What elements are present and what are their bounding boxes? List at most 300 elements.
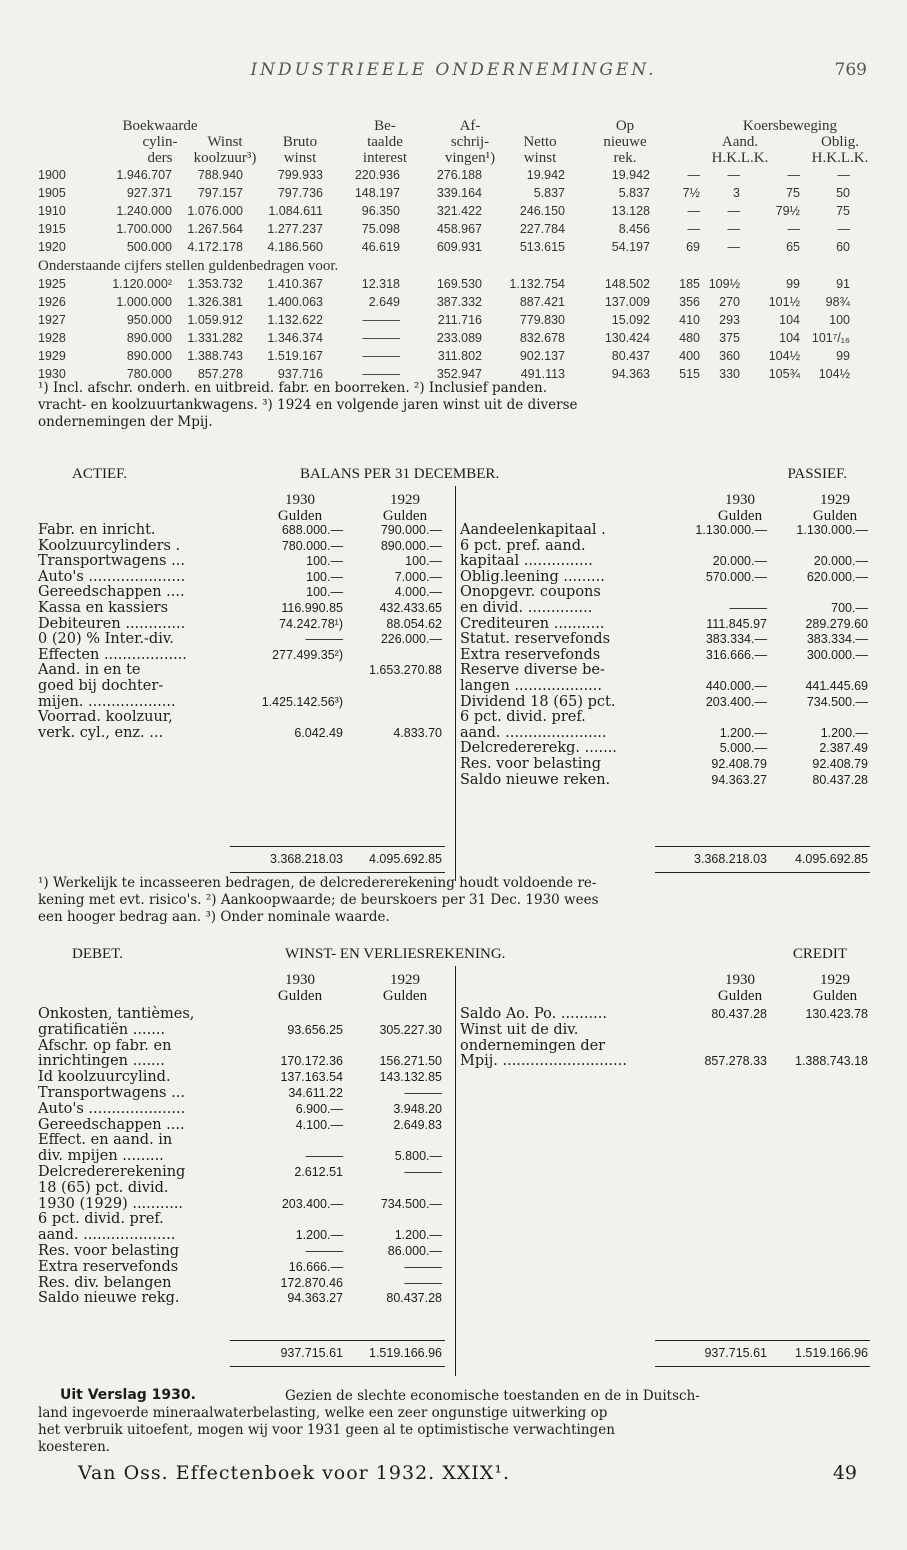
history-cell: 1.326.381 [187,295,243,309]
history-cell: 513.615 [519,240,565,254]
verslag-line: land ingevoerde mineraalwaterbelasting, welke een zeer ongunstige uitwerking op [38,1405,608,1421]
footnote-line: een hooger bedrag aan. ³) Onder nominale waarde. [38,909,390,925]
right-row-value-1929: 92.408.79 [812,757,868,771]
right-row-label: 6 pct. pref. aand. [460,537,586,554]
left-total-1930: 937.715.61 [280,1346,343,1360]
gulden-header: Gulden [717,508,763,524]
left-row-value-1930: 780.000.— [281,538,343,553]
left-row-label: verk. cyl., enz. ... [38,724,164,741]
right-row-value-1930: 857.278.33 [704,1054,767,1069]
history-cell: 101⁷/₁₆ [811,331,850,345]
right-row-value-1929: 20.000.— [813,554,868,569]
right-row-value-1929: 300.000.— [806,647,868,662]
history-col-header: interest [362,150,408,166]
left-row-value-1929: ——— [404,1086,442,1100]
year-header: 1929 [390,972,420,988]
left-row-label: Saldo nieuwe rekg. [38,1290,180,1307]
left-row-value-1930: 203.400.— [281,1196,343,1211]
history-cell: 79½ [775,204,800,218]
history-cell: ——— [362,367,400,381]
history-cell: 246.150 [519,204,565,218]
history-cell: 339.164 [436,186,482,200]
left-row-label: Res. voor belasting [38,1243,180,1259]
hkl-header-aand: H.K.L.K. [711,150,769,166]
left-row-value-1930: 6.900.— [295,1101,343,1116]
right-row-value-1930: 5.000.— [719,741,767,756]
left-total-rule [230,1340,445,1341]
left-row-label: 0 (20) % Inter.-div. [38,631,174,648]
right-row-label: en divid. .............. [460,600,593,616]
history-cell: 293 [719,313,740,327]
left-row-value-1929: 88.054.62 [386,616,442,631]
right-title: CREDIT [792,946,847,962]
history-cell: 100 [829,313,850,327]
history-cell: 609.931 [436,240,482,254]
right-row-value-1929: 734.500.— [806,694,868,709]
history-cell: 1.120.000² [112,277,172,291]
history-cell: 1.700.000 [116,222,172,236]
footer-page-number: 49 [832,1462,857,1484]
history-cell: ——— [362,331,400,345]
history-cell: 1.346.374 [267,331,323,345]
history-cell: 330 [719,367,740,381]
left-row-value-1929: 86.000.— [387,1244,442,1258]
history-cell: 4.172.178 [187,240,243,254]
left-total-rule [230,846,445,847]
left-row-value-1929: 4.833.70 [393,725,442,740]
history-cell: 227.784 [519,222,565,236]
history-cell: 75 [836,204,850,218]
gulden-header: Gulden [812,988,858,1004]
history-cell: 950.000 [126,313,172,327]
history-year: 1929 [38,349,66,363]
column-divider [455,966,456,1376]
right-row-value-1930: 316.666.— [705,647,767,662]
history-cell: 3 [733,186,740,200]
left-row-label: goed bij dochter- [38,678,164,694]
history-cell: — [787,168,800,182]
left-row-label: Extra reservefonds [38,1258,179,1275]
left-row-label: Gereedschappen .... [38,584,185,601]
history-year: 1930 [38,367,66,381]
right-row-value-1929: 130.423.78 [805,1007,868,1021]
year-header: 1929 [820,972,850,988]
history-col-header: taalde [367,134,403,150]
right-row-value-1929: 1.200.— [820,725,868,740]
history-cell: 1.084.611 [268,204,323,218]
statement-title: WINST- EN VERLIESREKENING. [285,946,506,962]
history-cell: 7½ [682,186,700,200]
history-col-header: Boekwaarde [122,118,198,134]
history-cell: 1.000.000 [116,295,172,309]
history-cell: 1.410.367 [267,277,323,291]
right-row-label: Mpij. ........................... [460,1053,627,1070]
history-cell: 458.967 [436,222,482,236]
history-cell: 1.353.732 [187,277,243,291]
right-total-1930: 3.368.218.03 [694,852,767,866]
right-row-value-1929: 289.279.60 [805,616,868,631]
history-cell: 1.519.167 [267,349,323,363]
koersbeweging-header: Koersbeweging [742,118,838,134]
history-cell: 104 [779,313,800,327]
history-cell: — [727,240,740,254]
history-cell: 46.619 [361,240,400,254]
right-row-value-1930: ——— [729,601,767,615]
left-row-value-1929: 156.271.50 [379,1054,442,1069]
left-total-underline [230,872,445,873]
left-row-label: Fabr. en inricht. [38,522,156,538]
history-cell: — [687,168,700,182]
history-col-header: cylin- [142,134,178,150]
left-row-value-1930: 94.363.27 [287,1291,343,1306]
history-cell: 105¾ [768,367,800,381]
history-cell: 91 [836,277,850,291]
footnote-line: vracht- en koolzuurtankwagens. ³) 1924 en volgende jaren winst uit de diverse [38,397,578,413]
history-cell: 311.802 [437,349,482,363]
right-row-label: Dividend 18 (65) pct. [460,693,616,710]
left-row-value-1930: 1.200.— [295,1228,343,1243]
left-row-label: inrichtingen ....... [38,1053,165,1070]
left-row-label: 6 pct. divid. pref. [38,1211,164,1228]
right-row-value-1929: 1.388.743.18 [795,1054,868,1069]
oblig-header: Oblig. [821,134,859,150]
history-cell: 54.197 [611,240,650,254]
right-total-underline [655,1366,870,1367]
history-cell: 169.530 [436,277,482,291]
history-cell: 80.437 [611,349,650,363]
history-cell: — [837,168,850,182]
left-total-1929: 4.095.692.85 [369,852,442,866]
left-row-value-1929: 7.000.— [394,569,442,584]
right-row-label: Reserve diverse be- [460,662,605,679]
history-cell: — [687,222,700,236]
verslag-line: koesteren. [38,1439,111,1455]
history-cell: 1.059.912 [187,313,243,327]
right-row-label: Crediteuren ........... [460,615,605,632]
page-number: 769 [834,60,867,80]
left-row-value-1929: 790.000.— [380,523,442,537]
left-row-value-1929: ——— [404,1259,442,1274]
left-row-value-1930: 16.666.— [288,1259,343,1274]
history-cell: — [787,222,800,236]
right-row-value-1929: 441.445.69 [805,679,868,693]
right-row-label: kapitaal ............... [460,553,593,570]
aand-header: Aand. [721,134,759,150]
left-row-label: Onkosten, tantièmes, [38,1006,195,1022]
left-row-label: div. mpijen ......... [38,1148,164,1165]
history-cell: 104½ [768,349,800,363]
history-cell: 887.421 [519,295,565,309]
left-row-label: 18 (65) pct. divid. [38,1179,169,1196]
history-year: 1905 [38,186,66,200]
history-cell: 902.137 [519,349,565,363]
left-row-value-1929: 3.948.20 [393,1101,442,1116]
year-header: 1929 [820,492,850,508]
left-row-value-1930: ——— [305,1149,343,1164]
history-col-header: Op [615,118,635,134]
left-row-label: Auto's ..................... [38,568,186,585]
history-cell: 65 [786,240,800,254]
history-cell: 832.678 [519,331,565,345]
year-header: 1930 [285,492,315,508]
history-cell: — [727,168,740,182]
history-cell: 50 [836,186,850,200]
left-row-value-1929: 1.653.270.88 [369,663,442,678]
history-cell: 321.422 [436,204,482,218]
history-col-header: koolzuur³) [193,150,257,166]
history-cell: 1.946.707 [116,168,172,182]
left-row-value-1930: 172.870.46 [280,1275,343,1290]
left-row-label: Aand. in en te [38,662,141,679]
left-row-value-1929: 734.500.— [380,1196,442,1211]
history-cell: 137.009 [604,295,650,309]
history-col-header: Be- [374,118,396,134]
history-year: 1927 [38,313,66,327]
history-cell: 1.388.743 [187,349,243,363]
history-cell: 109½ [708,277,740,291]
history-col-header: schrij- [450,134,490,150]
history-cell: — [727,222,740,236]
history-cell: 75 [786,186,800,200]
history-col-header: winst [283,150,317,166]
right-row-label: Oblig.leening ......... [460,568,605,585]
right-row-value-1930: 383.334.— [705,632,767,647]
right-row-value-1930: 440.000.— [705,679,767,693]
verslag-lead: Uit Verslag 1930. [60,1387,196,1403]
right-total-rule [655,846,870,847]
footnote-line: ¹) Werkelijk te incasseeren bedragen, de delcredererekening houdt voldoende re- [38,875,597,891]
history-cell: 515 [679,367,700,381]
left-title: ACTIEF. [72,466,128,482]
left-row-value-1930: 100.— [306,569,343,584]
history-cell: 148.197 [354,186,400,200]
history-cell: 69 [686,240,700,254]
right-row-value-1929: 620.000.— [806,569,868,584]
history-cell: 797.736 [277,186,323,200]
history-cell: 8.456 [618,222,650,236]
left-row-value-1930: 4.100.— [295,1117,343,1132]
left-row-label: Gereedschappen .... [38,1116,185,1133]
history-cell: 387.332 [436,295,482,309]
right-total-1929: 4.095.692.85 [795,852,868,866]
history-cell: — [727,204,740,218]
history-cell: 19.942 [611,168,650,182]
history-cell: 148.502 [604,277,650,291]
gulden-header: Gulden [382,508,428,524]
history-cell: 99 [786,277,800,291]
right-row-value-1930: 92.408.79 [711,757,767,771]
right-row-value-1930: 94.363.27 [711,772,767,787]
left-row-value-1929: 100.— [405,554,442,569]
footnote-line: ¹) Incl. afschr. onderh. en uitbreid. fabr. en boorreken. ²) Inclusief panden. [38,380,548,396]
history-cell: 5.837 [533,186,565,200]
left-row-label: Transportwagens ... [38,1085,185,1101]
left-row-label: gratificatiën ....... [38,1021,166,1038]
history-cell: 1.132.754 [509,277,565,291]
left-row-value-1930: 688.000.— [281,523,343,537]
right-row-label: Saldo Ao. Po. .......... [460,1006,607,1022]
history-col-header: Winst [207,134,243,150]
right-row-value-1930: 1.200.— [719,725,767,740]
right-row-label: langen ................... [460,678,603,694]
right-total-1930: 937.715.61 [704,1346,767,1360]
history-cell: 410 [679,313,700,327]
left-row-label: Koolzuurcylinders . [38,537,181,554]
history-cell: 13.128 [611,204,650,218]
history-cell: 1.267.564 [187,222,243,236]
history-year: 1926 [38,295,66,309]
right-row-value-1929: 700.— [831,601,868,615]
history-col-header: Bruto [282,134,318,150]
right-row-label: ondernemingen der [460,1037,606,1054]
right-row-value-1929: 80.437.28 [812,772,868,787]
right-row-value-1930: 80.437.28 [711,1007,767,1021]
gulden-header: Gulden [812,508,858,524]
history-cell: 890.000 [126,331,172,345]
history-cell: 185 [679,277,700,291]
history-cell: 352.947 [436,367,482,381]
left-row-label: Afschr. op fabr. en [38,1037,172,1054]
left-row-value-1930: 100.— [306,585,343,600]
left-row-value-1930: ——— [305,1244,343,1258]
history-cell: 1.132.622 [267,313,323,327]
history-cell: 94.363 [611,367,650,381]
left-row-value-1930: 74.242.78¹) [279,616,343,631]
gulden-header: Gulden [277,988,323,1004]
right-total-rule [655,1340,870,1341]
left-row-value-1929: 2.649.83 [393,1117,442,1132]
history-cell: 19.942 [526,168,565,182]
footer-source: Van Oss. Effectenboek voor 1932. XXIX¹. [78,1462,510,1484]
history-col-header: vingen¹) [444,150,496,166]
history-cell: 480 [679,331,700,345]
history-cell: 788.940 [197,168,243,182]
history-cell: 101½ [768,295,800,309]
history-cell: 890.000 [126,349,172,363]
history-col-header: Netto [523,134,557,150]
history-year: 1920 [38,240,66,254]
left-row-value-1929: 5.800.— [394,1149,442,1164]
history-cell: 500.000 [126,240,172,254]
left-row-value-1929: ——— [404,1165,442,1179]
right-row-label: Extra reservefonds [460,646,601,663]
right-row-label: Winst uit de div. [460,1021,579,1038]
left-row-label: Res. div. belangen [38,1274,172,1291]
left-row-value-1930: 116.990.85 [281,601,343,615]
left-row-label: Kassa en kassiers [38,600,169,616]
history-cell: 98¾ [825,295,850,309]
history-cell: 799.933 [277,168,323,182]
left-total-1929: 1.519.166.96 [369,1346,442,1360]
history-cell: — [837,222,850,236]
left-row-value-1929: 305.227.30 [379,1022,442,1037]
history-year: 1928 [38,331,66,345]
history-cell: 99 [836,349,850,363]
left-title: DEBET. [72,946,123,962]
right-row-label: Statut. reservefonds [460,631,611,648]
column-divider [455,486,456,881]
history-cell: 1.277.237 [267,222,323,236]
history-col-header: winst [523,150,557,166]
left-row-value-1929: 80.437.28 [386,1291,442,1306]
history-year: 1925 [38,277,66,291]
page-header-title: INDUSTRIEELE ONDERNEMINGEN. [250,60,657,80]
history-cell: 4.186.560 [267,240,323,254]
left-total-1930: 3.368.218.03 [270,852,343,866]
right-row-value-1929: 2.387.49 [819,741,868,756]
left-row-label: Id koolzuurcylind. [38,1069,171,1086]
left-row-label: Delcredererekening [38,1164,186,1180]
right-total-1929: 1.519.166.96 [795,1346,868,1360]
left-row-value-1930: 2.612.51 [294,1165,343,1179]
history-cell: 270 [719,295,740,309]
history-col-header: Af- [459,118,481,134]
left-row-value-1930: 100.— [306,554,343,569]
verslag-line: het verbruik uitoefent, mogen wij voor 1931 geen al te optimistische verwachtingen [38,1422,615,1438]
history-cell: 104 [779,331,800,345]
left-row-label: mijen. ................... [38,693,176,710]
history-cell: — [687,204,700,218]
history-notice: Onderstaande cijfers stellen guldenbedragen voor. [38,258,339,274]
left-row-label: Effecten .................. [38,646,187,663]
right-total-underline [655,872,870,873]
left-row-label: 1930 (1929) ........... [38,1195,184,1212]
left-row-label: Transportwagens ... [38,553,185,570]
history-cell: 1.400.063 [267,295,323,309]
history-cell: 400 [679,349,700,363]
left-row-label: Voorrad. koolzuur, [38,709,173,726]
gulden-header: Gulden [382,988,428,1004]
left-row-value-1930: 170.172.36 [280,1054,343,1069]
year-header: 1930 [725,492,755,508]
left-row-value-1929: 432.433.65 [379,601,442,615]
right-row-label: Aandeelenkapitaal . [460,522,606,538]
right-title: PASSIEF. [787,466,847,482]
history-cell: 5.837 [618,186,650,200]
left-row-value-1929: 890.000.— [380,538,442,553]
history-cell: 12.318 [361,277,400,291]
right-row-label: Saldo nieuwe reken. [460,771,611,788]
gulden-header: Gulden [717,988,763,1004]
right-row-value-1930: 203.400.— [705,694,767,709]
history-cell: 130.424 [604,331,650,345]
left-row-value-1929: 1.200.— [394,1228,442,1243]
history-year: 1900 [38,168,66,182]
left-row-value-1930: 277.499.35²) [272,647,343,662]
right-row-value-1930: 20.000.— [712,554,767,569]
left-row-value-1930: 1.425.142.56³) [261,694,343,709]
year-header: 1930 [725,972,755,988]
verslag-line: Gezien de slechte economische toestanden en de in Duitsch- [285,1388,700,1404]
left-row-value-1930: 6.042.49 [294,725,343,740]
left-row-value-1929: 4.000.— [394,585,442,600]
right-row-value-1929: 1.130.000.— [796,523,868,537]
history-cell: 276.188 [436,168,482,182]
left-row-value-1930: 93.656.25 [287,1022,343,1037]
left-row-label: aand. .................... [38,1227,176,1244]
right-row-label: Res. voor belasting [460,756,602,772]
hkl-header-oblig: H.K.L.K. [811,150,869,166]
history-cell: ——— [362,349,400,363]
right-row-label: 6 pct. divid. pref. [460,709,586,726]
left-row-value-1929: 143.132.85 [379,1070,442,1085]
footnote-line: ondernemingen der Mpij. [38,414,213,430]
right-row-value-1930: 570.000.— [705,569,767,584]
history-cell: 2.649 [368,295,400,309]
left-row-label: Debiteuren ............. [38,615,186,632]
history-cell: 780.000 [126,367,172,381]
history-cell: 211.716 [437,313,482,327]
